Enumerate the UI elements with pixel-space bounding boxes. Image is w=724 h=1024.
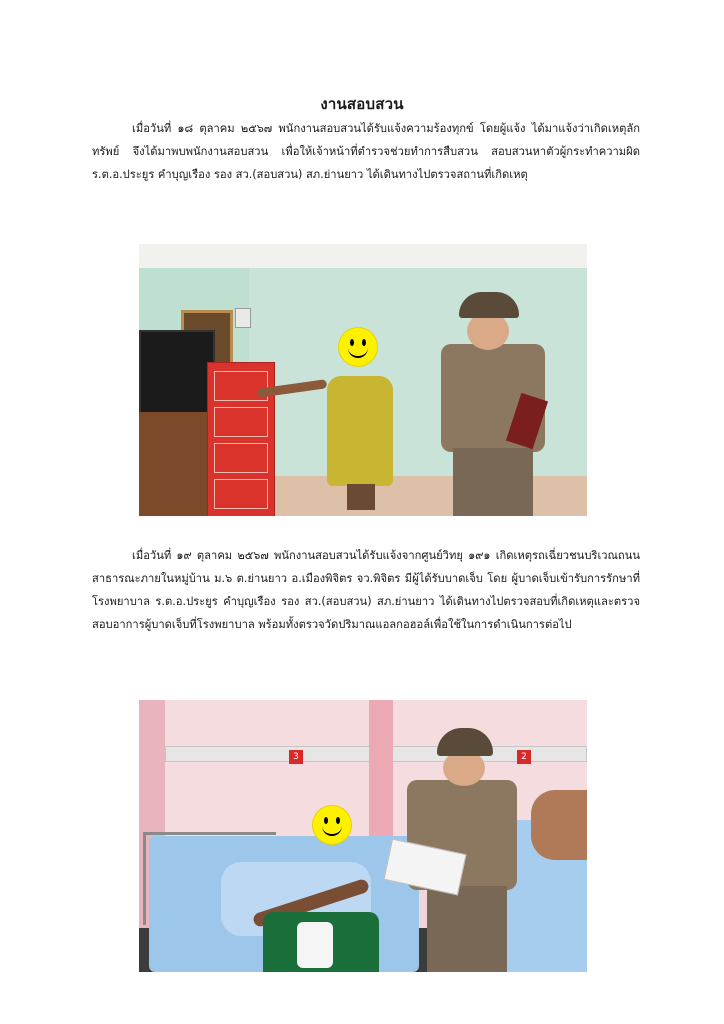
complainant-figure [319, 360, 401, 510]
wall-switch [235, 308, 251, 328]
police-officer-figure [387, 728, 519, 972]
photo-theft-scene [139, 244, 587, 516]
paragraph-theft-text: เมื่อวันที่ ๑๘ ตุลาคม ๒๕๖๗ พนักงานสอบสวนได้รับแจ้งความร้องทุกข์ โดยผู้แจ้ง ได้มาแจ้งว่าเกิดเหตุลักทรัพย์ จึงได้มาพบพนักงานสอบสวน เพื่อให้เจ้าหน้าที่ตำรวจช่วยทำการสืบสวน สอบสวนหาตัวผู้กระทำความผิด ร.ต.อ.ประยูร คำบุญเรือง รอง สว.(สอบสวน) สภ.ย่านยาว ได้เดินทางไปตรวจสถานที่เกิดเหตุ [92, 122, 640, 181]
bandage [297, 922, 333, 968]
smiley-face-icon [313, 806, 351, 844]
photo-hospital-visit [139, 700, 587, 972]
paragraph-accident-text: เมื่อวันที่ ๑๙ ตุลาคม ๒๕๖๗ พนักงานสอบสวนได้รับแจ้งจากศูนย์วิทยุ ๑๙๑ เกิดเหตุรถเฉี่ยวชนบริเวณถนนสาธารณะภายในหมู่บ้าน ม.๖ ต.ย่านยาว อ.เมืองพิจิตร จว.พิจิตร มีผู้ได้รับบาดเจ็บ โดย ผู้บาดเจ็บเข้ารับการรักษาที่โรงพยาบาล ร.ต.อ.ประยูร คำบุญเรือง รอง สว.(สอบสวน) สภ.ย่านยาว ได้เดินทางไปตรวจสอบที่เกิดเหตุและตรวจสอบอาการผู้บาดเจ็บที่โรงพยาบาล พร้อมทั้งตรวจวัดปริมาณแอลกอฮอล์เพื่อใช้ในการดำเนินการต่อไป [92, 549, 640, 631]
police-officer-figure [431, 292, 555, 516]
bed-number-sign: 2 [517, 750, 531, 764]
document-title: งานสอบสวน [320, 95, 404, 113]
ceiling [139, 244, 587, 268]
bed-number-sign: 3 [289, 750, 303, 764]
other-patient-figure [531, 790, 587, 860]
red-cabinet [207, 362, 275, 516]
paragraph-accident-report [92, 544, 640, 636]
smiley-face-icon [339, 328, 377, 366]
paragraph-theft-report [92, 117, 640, 186]
